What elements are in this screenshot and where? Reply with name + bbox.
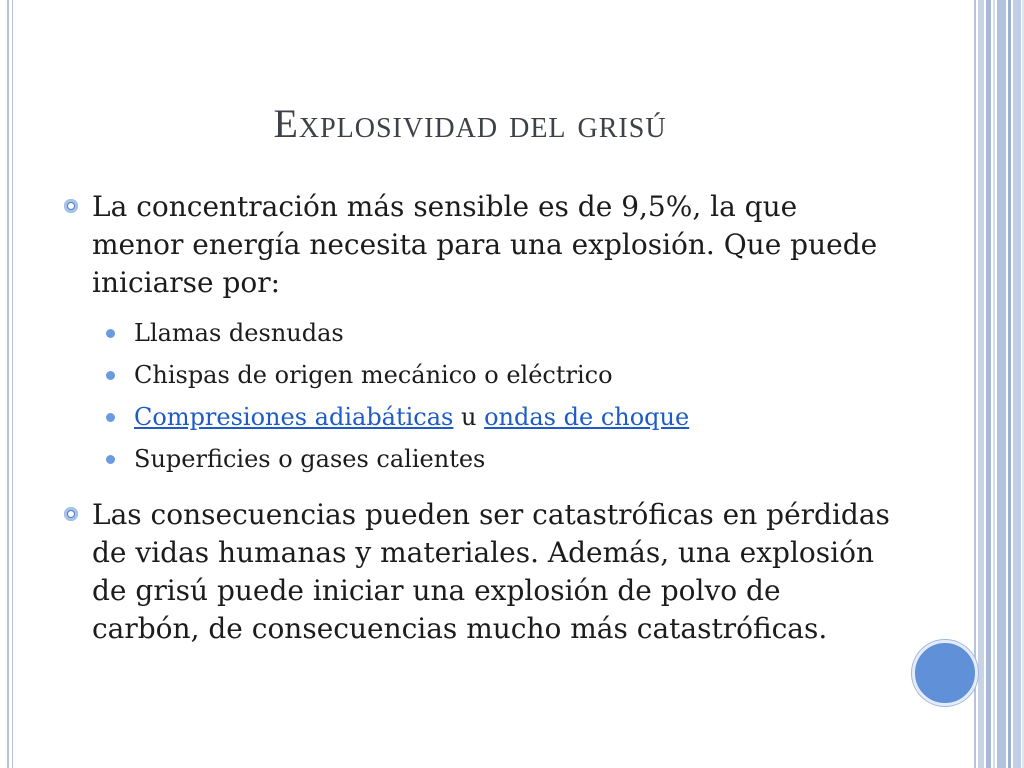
decor-stripe [986, 0, 991, 768]
link-compresiones-adiabaticas[interactable]: Compresiones adiabáticas [134, 403, 454, 431]
bullet-dot-icon [106, 329, 115, 338]
decor-stripe [997, 0, 1006, 768]
sub-bullet-item [104, 354, 892, 396]
sub-bullet-item [104, 438, 892, 480]
sub-bullet-connector: u [453, 403, 485, 431]
slide-title: Explosividad del grisú [273, 101, 667, 146]
bullet-text: Las consecuencias pueden ser catastróficas en pérdidas de vidas humanas y materiales. Además, una explosión de grisú puede iniciar una explosión de polvo de carbón, de consecuencias mucho más catastróficas. [92, 498, 890, 645]
sub-bullet-list [104, 312, 892, 480]
sub-bullet-text: Superficies o gases calientes [134, 445, 486, 473]
sub-bullet-item [104, 312, 892, 354]
sub-bullet-item [104, 396, 892, 438]
bullet-dot-icon [106, 371, 115, 380]
sub-bullet-text: Chispas de origen mecánico o eléctrico [134, 361, 613, 389]
decor-stripe [974, 0, 976, 768]
sub-bullet-text: Llamas desnudas [134, 319, 344, 347]
bullet-circle-icon [64, 507, 78, 521]
decorative-circle [912, 640, 978, 706]
bullet-item [62, 188, 892, 302]
bullet-text: La concentración más sensible es de 9,5%, la que menor energía necesita para una explosión. Que puede iniciarse por: [92, 190, 878, 299]
bullet-circle-icon [64, 199, 78, 213]
slide-content [62, 188, 892, 658]
decor-stripe [993, 0, 995, 768]
decor-stripe [1008, 0, 1011, 768]
bullet-dot-icon [106, 455, 115, 464]
bullet-dot-icon [106, 413, 115, 422]
decor-stripe [978, 0, 984, 768]
bullet-item [62, 496, 892, 648]
right-decorative-band [974, 0, 1024, 768]
link-ondas-de-choque[interactable]: ondas de choque [484, 403, 690, 431]
decor-stripe [1013, 0, 1021, 768]
